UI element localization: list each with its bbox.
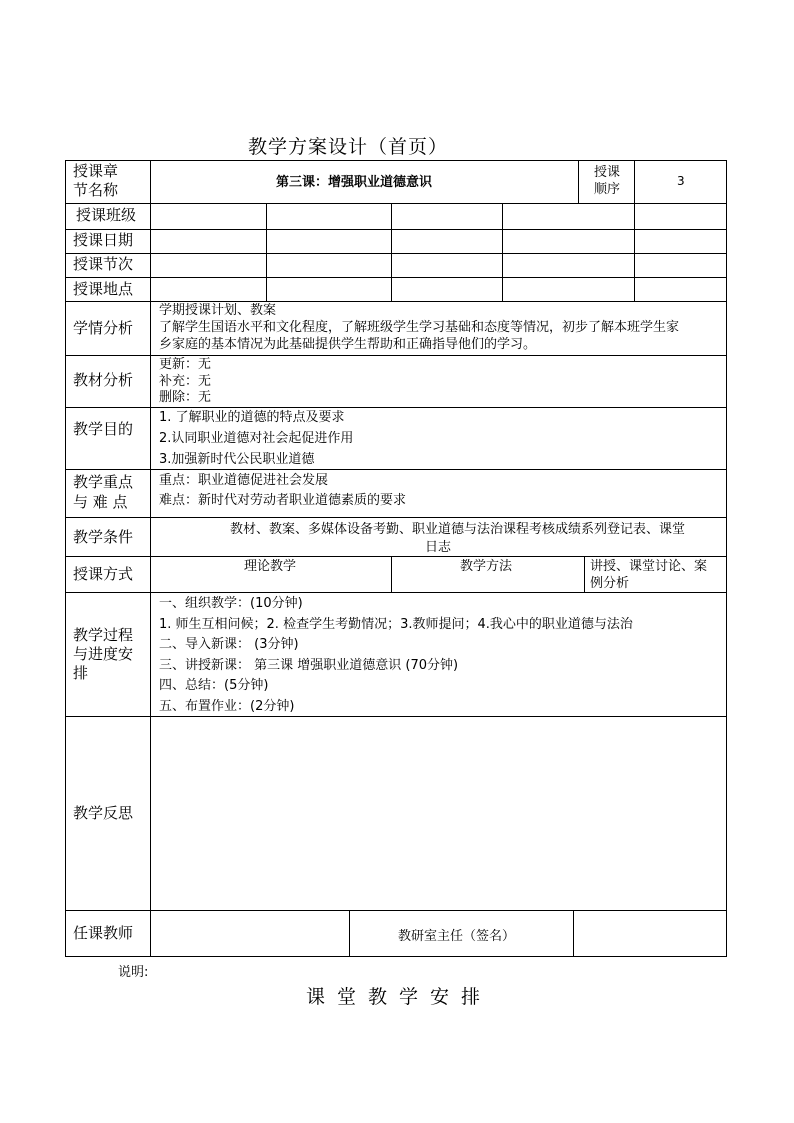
process-line: 二、导入新课： (3分钟) [159, 637, 299, 652]
method-value-line1: 讲授、课堂讨论、案 [590, 559, 708, 574]
material-label: 教材分析 [73, 371, 134, 389]
chapter-label-line1: 授课章 [73, 162, 119, 180]
key-line: 重点：职业道德促进社会发展 [159, 473, 329, 488]
mode-label: 授课方式 [73, 565, 134, 583]
goal-line: 3.加强新时代公民职业道德 [159, 452, 315, 467]
order-value: 3 [677, 174, 685, 188]
chapter-label-line2: 节名称 [73, 181, 119, 199]
material-line: 更新：无 [159, 357, 212, 372]
key-label-line2: 与 难 点 [73, 493, 128, 511]
cond-line: 日志 [425, 540, 452, 555]
mode-value: 理论教学 [244, 559, 297, 574]
footer-title: 课堂教学安排 [306, 986, 493, 1008]
process-label-line3: 排 [73, 664, 89, 682]
teacher-label: 任课教师 [73, 924, 134, 942]
goal-line: 1. 了解职业的道德的特点及要求 [159, 410, 345, 425]
cond-label: 教学条件 [73, 528, 134, 546]
order-label-line2: 顺序 [594, 182, 621, 197]
process-line: 三、讲授新课： 第三课 增强职业道德意识 (70分钟) [159, 658, 459, 673]
process-line: 五、布置作业：(2分钟) [159, 699, 295, 714]
key-line: 难点：新时代对劳动者职业道德素质的要求 [159, 493, 407, 508]
note-label: 说明: [118, 965, 149, 980]
process-line: 四、总结：(5分钟) [159, 678, 269, 693]
date-label: 授课日期 [73, 231, 134, 249]
period-label: 授课节次 [73, 255, 134, 273]
process-label-line1: 教学过程 [73, 626, 134, 644]
key-label-line1: 教学重点 [73, 473, 134, 491]
material-line: 补充：无 [159, 374, 212, 389]
material-line: 删除：无 [159, 390, 212, 405]
cond-line: 教材、教案、多媒体设备考勤、职业道德与法治课程考核成绩系列登记表、课堂 [230, 522, 686, 537]
method-label: 教学方法 [460, 559, 513, 574]
analysis-line: 了解学生国语水平和文化程度，了解班级学生学习基础和态度等情况，初步了解本班学生家 [159, 320, 680, 335]
goal-line: 2.认同职业道德对社会起促进作用 [159, 431, 354, 446]
goal-label: 教学目的 [73, 420, 134, 438]
analysis-line: 乡家庭的基本情况为此基础提供学生帮助和正确指导他们的学习。 [159, 337, 537, 352]
process-line: 一、组织教学：(10分钟) [159, 596, 303, 611]
class-label: 授课班级 [76, 206, 137, 224]
place-label: 授课地点 [73, 280, 134, 298]
reflect-label: 教学反思 [73, 804, 134, 822]
page-title: 教学方案设计（首页） [248, 136, 449, 158]
analysis-label: 学情分析 [73, 319, 134, 337]
process-line: 1. 师生互相问候；2. 检查学生考勤情况；3.教师提问；4.我心中的职业道德与法治 [159, 617, 633, 632]
director-label: 教研室主任（签名） [398, 929, 516, 944]
chapter-value: 第三课：增强职业道德意识 [276, 175, 433, 190]
analysis-line: 学期授课计划、教案 [159, 303, 277, 318]
order-label-line1: 授课 [594, 165, 621, 180]
method-value-line2: 例分析 [590, 576, 630, 591]
process-label-line2: 与进度安 [73, 645, 134, 663]
